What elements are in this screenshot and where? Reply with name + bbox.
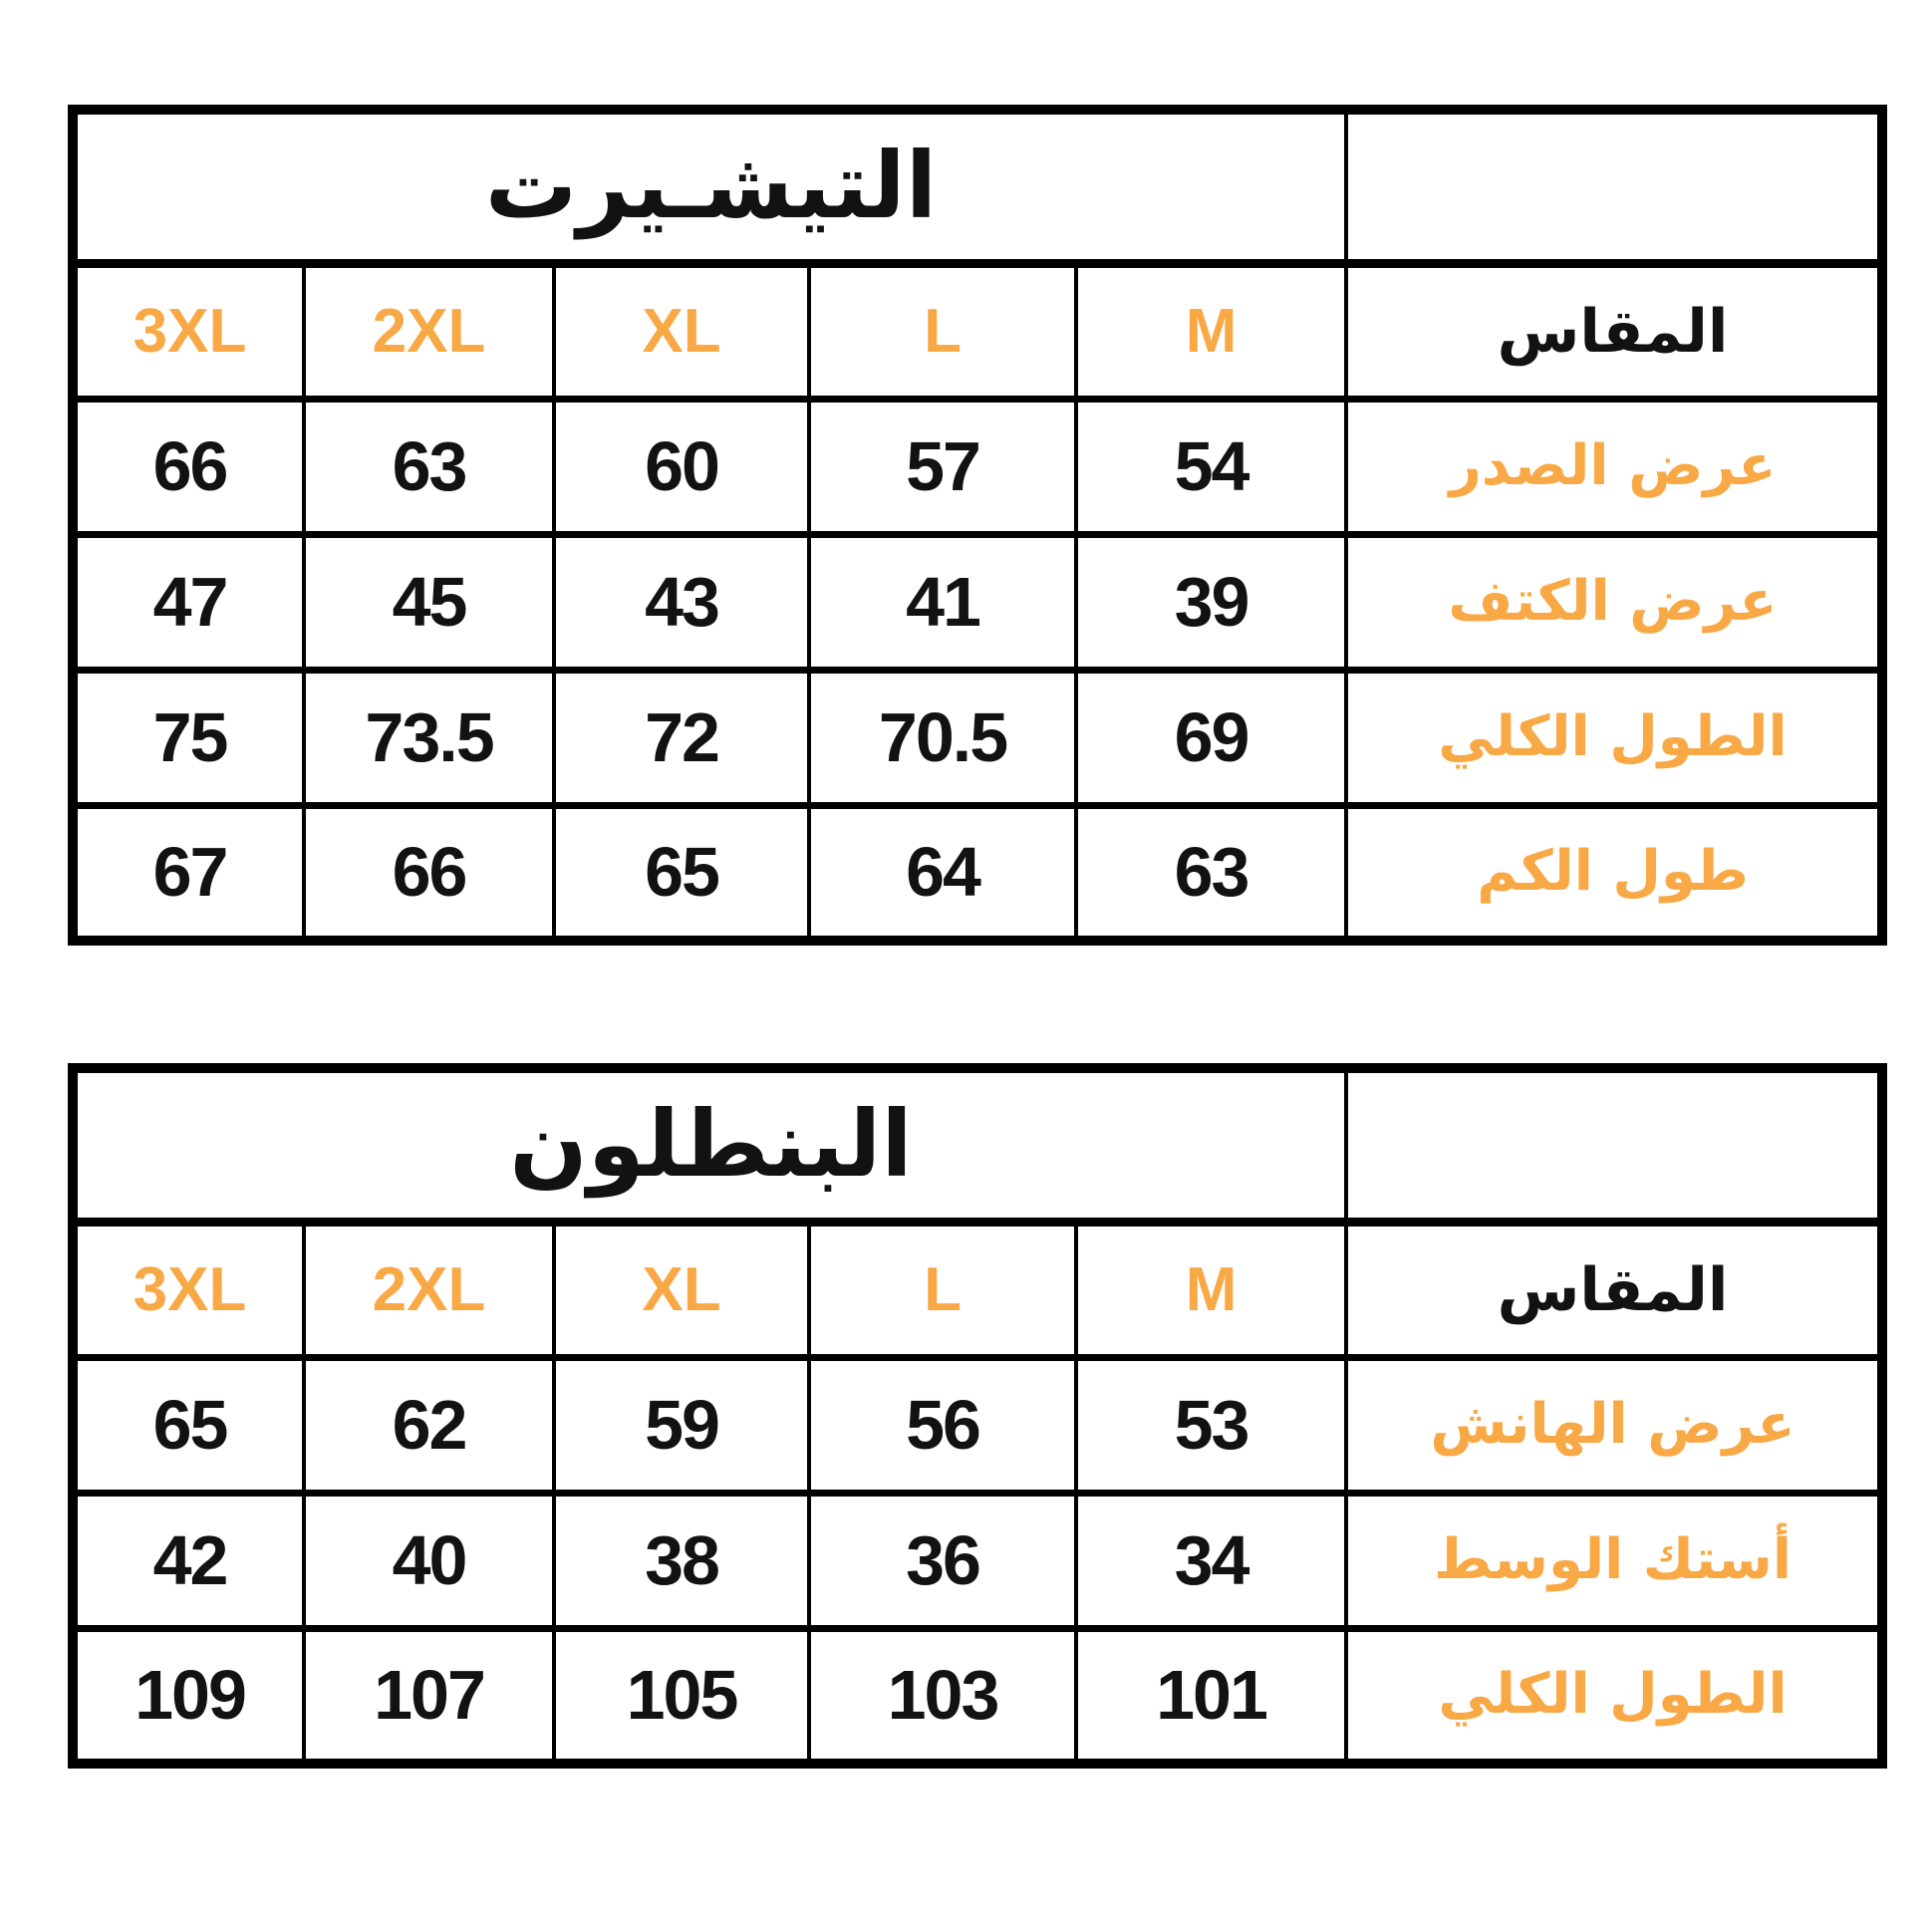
measurement-value: 70.5 bbox=[809, 670, 1076, 805]
table-row bbox=[73, 534, 1882, 670]
measurement-value: 39 bbox=[1076, 534, 1346, 670]
measurement-value: 53 bbox=[1076, 1357, 1346, 1493]
measurement-value: 66 bbox=[304, 805, 554, 941]
measurement-value: 47 bbox=[73, 534, 304, 670]
size-label-2xl: 2XL bbox=[304, 263, 554, 399]
size-label-xl: XL bbox=[554, 263, 809, 399]
size-label-l: L bbox=[809, 263, 1076, 399]
measurement-label: عرض الهانش bbox=[1346, 1357, 1882, 1493]
table-header-row bbox=[73, 1222, 1882, 1357]
pants-size-table bbox=[68, 1063, 1887, 1769]
tshirt-size-table bbox=[68, 105, 1887, 946]
measurement-value: 107 bbox=[304, 1628, 554, 1764]
measurement-value: 54 bbox=[1076, 399, 1346, 534]
table-row bbox=[73, 399, 1882, 534]
measurement-value: 66 bbox=[73, 399, 304, 534]
measurement-label: عرض الكتف bbox=[1346, 534, 1882, 670]
table-row bbox=[73, 1493, 1882, 1628]
measurement-value: 109 bbox=[73, 1628, 304, 1764]
tshirt-table-title: التيشـيرت bbox=[73, 110, 1346, 263]
size-label-l: L bbox=[809, 1222, 1076, 1357]
measurement-label: الطول الكلي bbox=[1346, 1628, 1882, 1764]
measurement-value: 43 bbox=[554, 534, 809, 670]
size-label-2xl: 2XL bbox=[304, 1222, 554, 1357]
measurement-value: 73.5 bbox=[304, 670, 554, 805]
table-row bbox=[73, 805, 1882, 941]
measurement-value: 56 bbox=[809, 1357, 1076, 1493]
measurement-value: 40 bbox=[304, 1493, 554, 1628]
measurement-label: عرض الصدر bbox=[1346, 399, 1882, 534]
size-column-header: المقاس bbox=[1346, 1222, 1882, 1357]
table-title-row bbox=[73, 1068, 1882, 1222]
empty-corner-cell bbox=[1346, 1068, 1882, 1222]
empty-corner-cell bbox=[1346, 110, 1882, 263]
table-row bbox=[73, 670, 1882, 805]
measurement-value: 42 bbox=[73, 1493, 304, 1628]
measurement-value: 105 bbox=[554, 1628, 809, 1764]
measurement-value: 59 bbox=[554, 1357, 809, 1493]
measurement-label: أستك الوسط bbox=[1346, 1493, 1882, 1628]
size-column-header: المقاس bbox=[1346, 263, 1882, 399]
table-header-row bbox=[73, 263, 1882, 399]
measurement-value: 65 bbox=[73, 1357, 304, 1493]
measurement-value: 60 bbox=[554, 399, 809, 534]
pants-table-title: البنطلون bbox=[73, 1068, 1346, 1222]
measurement-value: 57 bbox=[809, 399, 1076, 534]
measurement-value: 64 bbox=[809, 805, 1076, 941]
measurement-value: 34 bbox=[1076, 1493, 1346, 1628]
measurement-value: 36 bbox=[809, 1493, 1076, 1628]
measurement-value: 38 bbox=[554, 1493, 809, 1628]
measurement-value: 75 bbox=[73, 670, 304, 805]
measurement-value: 41 bbox=[809, 534, 1076, 670]
table-title-row bbox=[73, 110, 1882, 263]
measurement-label: الطول الكلي bbox=[1346, 670, 1882, 805]
measurement-value: 65 bbox=[554, 805, 809, 941]
measurement-value: 62 bbox=[304, 1357, 554, 1493]
size-label-3xl: 3XL bbox=[73, 1222, 304, 1357]
measurement-value: 69 bbox=[1076, 670, 1346, 805]
size-label-3xl: 3XL bbox=[73, 263, 304, 399]
measurement-value: 101 bbox=[1076, 1628, 1346, 1764]
measurement-value: 63 bbox=[304, 399, 554, 534]
table-row bbox=[73, 1357, 1882, 1493]
size-label-m: M bbox=[1076, 263, 1346, 399]
size-label-xl: XL bbox=[554, 1222, 809, 1357]
measurement-label: طول الكم bbox=[1346, 805, 1882, 941]
measurement-value: 67 bbox=[73, 805, 304, 941]
measurement-value: 63 bbox=[1076, 805, 1346, 941]
measurement-value: 45 bbox=[304, 534, 554, 670]
measurement-value: 103 bbox=[809, 1628, 1076, 1764]
size-label-m: M bbox=[1076, 1222, 1346, 1357]
measurement-value: 72 bbox=[554, 670, 809, 805]
table-row bbox=[73, 1628, 1882, 1764]
